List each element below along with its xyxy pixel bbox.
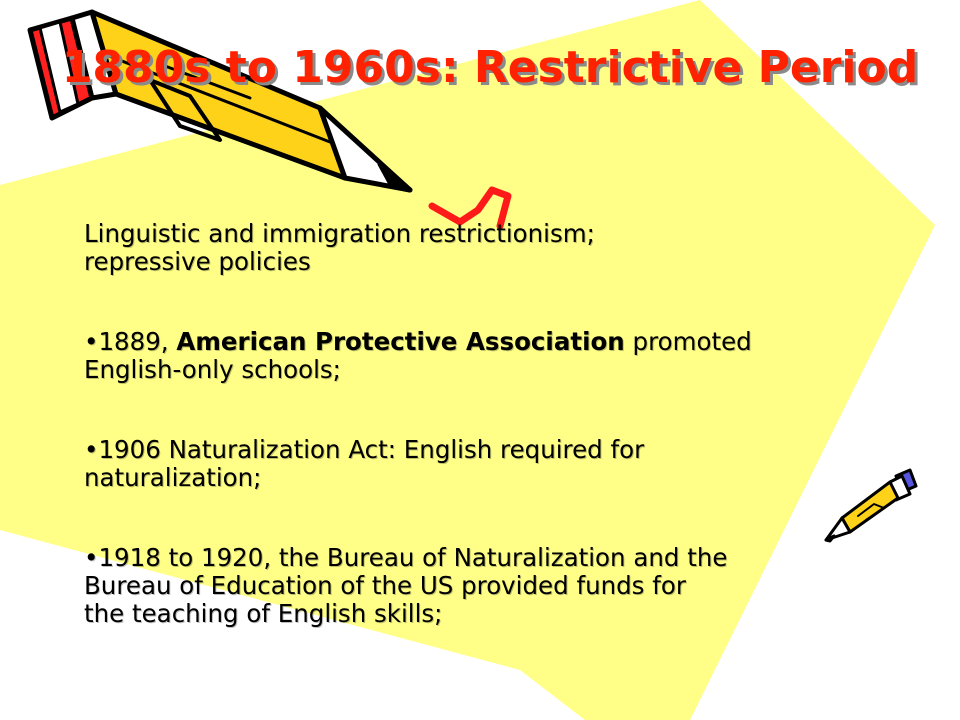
bullet-1-org-name: American Protective Association <box>176 327 625 356</box>
bullet-2-line-2: naturalization; <box>84 463 262 492</box>
bullet-3-line-3: the teaching of English skills; <box>84 599 443 628</box>
slide-body <box>84 220 884 628</box>
bullet-3 <box>84 544 884 628</box>
bullet-3-line-2: Bureau of Education of the US provided funds for <box>84 571 686 600</box>
bullet-marker: • <box>84 327 99 356</box>
bullet-1-suffix: promoted <box>624 327 752 356</box>
bullet-1-prefix: 1889, <box>98 327 177 356</box>
slide-title <box>60 40 920 95</box>
bullet-2 <box>84 436 884 492</box>
bullet-3-line-1: 1918 to 1920, the Bureau of Naturalization and the <box>98 543 728 572</box>
intro-paragraph <box>84 220 884 276</box>
bullet-1-line-2: English-only schools; <box>84 355 341 384</box>
intro-line-2: repressive policies <box>84 247 311 276</box>
bullet-marker: • <box>84 543 99 572</box>
intro-line-1: Linguistic and immigration restrictionism; <box>84 219 595 248</box>
bullet-marker: • <box>84 435 99 464</box>
bullet-2-line-1: 1906 Naturalization Act: English required for <box>98 435 645 464</box>
slide-title-text: 1880s to 1960s: Restrictive Period <box>61 42 919 93</box>
bullet-1 <box>84 328 884 384</box>
